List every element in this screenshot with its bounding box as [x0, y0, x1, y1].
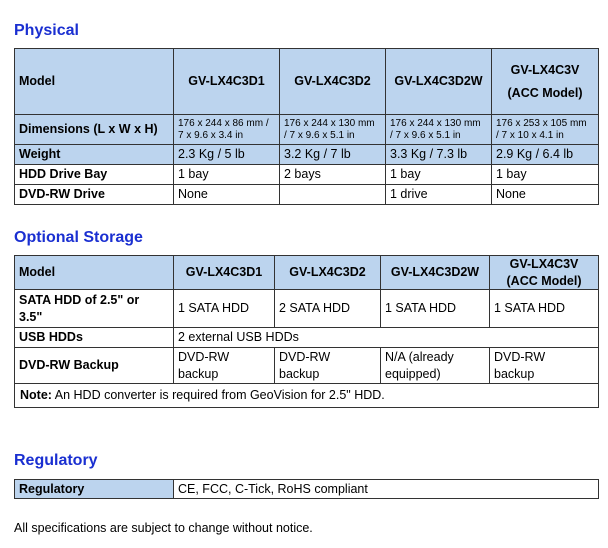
optional-storage-table	[14, 255, 599, 408]
footer-note: All specifications are subject to change without notice.	[14, 521, 313, 535]
sata-cell: 1 SATA HDD	[490, 290, 599, 328]
dvd-backup-line: DVD-RW	[178, 350, 230, 365]
dim-line: 7 x 9.6 x 3.4 in	[178, 129, 244, 141]
dvd-label: DVD-RW Drive	[15, 185, 174, 205]
dimensions-cell	[386, 115, 492, 145]
hdd-bay-row	[15, 165, 599, 185]
sata-cell: 1 SATA HDD	[381, 290, 490, 328]
dvd-backup-cell	[381, 348, 490, 384]
dvd-backup-line: backup	[279, 366, 320, 381]
weight-cell: 2.3 Kg / 5 lb	[174, 145, 280, 165]
regulatory-value: CE, FCC, C-Tick, RoHS compliant	[174, 480, 599, 499]
dimensions-row	[15, 115, 599, 145]
note-row	[15, 384, 599, 408]
dvd-backup-line: N/A (already	[385, 350, 454, 365]
dvd-backup-line: DVD-RW	[279, 350, 331, 365]
weight-cell: 3.2 Kg / 7 lb	[280, 145, 386, 165]
dimensions-cell	[174, 115, 280, 145]
model-col-4-line2: (ACC Model)	[507, 85, 583, 100]
hdd-bay-label: HDD Drive Bay	[15, 165, 174, 185]
usb-cell: 2 external USB HDDs	[174, 328, 599, 348]
model-col-3: GV-LX4C3D2W	[386, 49, 492, 115]
dvd-row	[15, 185, 599, 205]
weight-label: Weight	[15, 145, 174, 165]
hdd-bay-cell: 1 bay	[492, 165, 599, 185]
model-col-4	[492, 49, 599, 115]
dvd-backup-cell	[490, 348, 599, 384]
dvd-cell: None	[174, 185, 280, 205]
regulatory-label: Regulatory	[15, 480, 174, 499]
dim-line: / 7 x 9.6 x 5.1 in	[284, 129, 355, 141]
physical-table	[14, 48, 599, 205]
physical-heading: Physical	[14, 22, 79, 39]
usb-label: USB HDDs	[15, 328, 174, 348]
model-col-4	[490, 256, 599, 290]
dim-line: 176 x 244 x 130 mm	[284, 117, 375, 129]
dimensions-label: Dimensions (L x W x H)	[15, 115, 174, 145]
sata-label-line1: SATA HDD of 2.5" or	[19, 293, 140, 308]
hdd-bay-cell: 1 bay	[174, 165, 280, 185]
physical-header-row	[15, 49, 599, 115]
optional-header-row	[15, 256, 599, 290]
note-label: Note:	[20, 388, 52, 403]
regulatory-table	[14, 479, 599, 499]
model-col-3: GV-LX4C3D2W	[381, 256, 490, 290]
model-header: Model	[15, 256, 174, 290]
dim-line: / 7 x 10 x 4.1 in	[496, 129, 564, 141]
sata-label	[15, 290, 174, 328]
dvd-backup-line: backup	[494, 366, 535, 381]
hdd-bay-cell: 2 bays	[280, 165, 386, 185]
dvd-backup-line: DVD-RW	[494, 350, 546, 365]
dim-line: / 7 x 9.6 x 5.1 in	[390, 129, 461, 141]
dvd-backup-line: backup	[178, 366, 219, 381]
model-col-1: GV-LX4C3D1	[174, 256, 275, 290]
note-cell	[15, 384, 599, 408]
sata-label-line2: 3.5"	[19, 309, 43, 324]
dvd-backup-cell	[174, 348, 275, 384]
dim-line: 176 x 244 x 86 mm /	[178, 117, 269, 129]
model-col-1: GV-LX4C3D1	[174, 49, 280, 115]
sata-cell: 1 SATA HDD	[174, 290, 275, 328]
model-col-4-line1: GV-LX4C3V	[510, 63, 580, 77]
dim-line: 176 x 244 x 130 mm	[390, 117, 481, 129]
dvd-backup-cell	[275, 348, 381, 384]
dvd-cell: 1 drive	[386, 185, 492, 205]
dvd-backup-line: equipped)	[385, 366, 441, 381]
dvd-backup-row	[15, 348, 599, 384]
dvd-backup-label: DVD-RW Backup	[15, 348, 174, 384]
sata-row	[15, 290, 599, 328]
note-text: An HDD converter is required from GeoVision for 2.5" HDD.	[54, 388, 385, 403]
model-col-4-line1: GV-LX4C3V	[509, 257, 579, 272]
model-col-2: GV-LX4C3D2	[280, 49, 386, 115]
dim-line: 176 x 253 x 105 mm	[496, 117, 587, 129]
optional-storage-heading: Optional Storage	[14, 229, 143, 246]
weight-row	[15, 145, 599, 165]
model-col-4-line2: (ACC Model)	[506, 273, 582, 288]
model-header: Model	[15, 49, 174, 115]
dimensions-cell	[280, 115, 386, 145]
regulatory-heading: Regulatory	[14, 452, 98, 469]
hdd-bay-cell: 1 bay	[386, 165, 492, 185]
dimensions-cell	[492, 115, 599, 145]
weight-cell: 2.9 Kg / 6.4 lb	[492, 145, 599, 165]
regulatory-row	[15, 480, 599, 499]
model-col-2: GV-LX4C3D2	[275, 256, 381, 290]
dvd-cell: None	[492, 185, 599, 205]
dvd-cell	[280, 185, 386, 205]
weight-cell: 3.3 Kg / 7.3 lb	[386, 145, 492, 165]
usb-row	[15, 328, 599, 348]
sata-cell: 2 SATA HDD	[275, 290, 381, 328]
